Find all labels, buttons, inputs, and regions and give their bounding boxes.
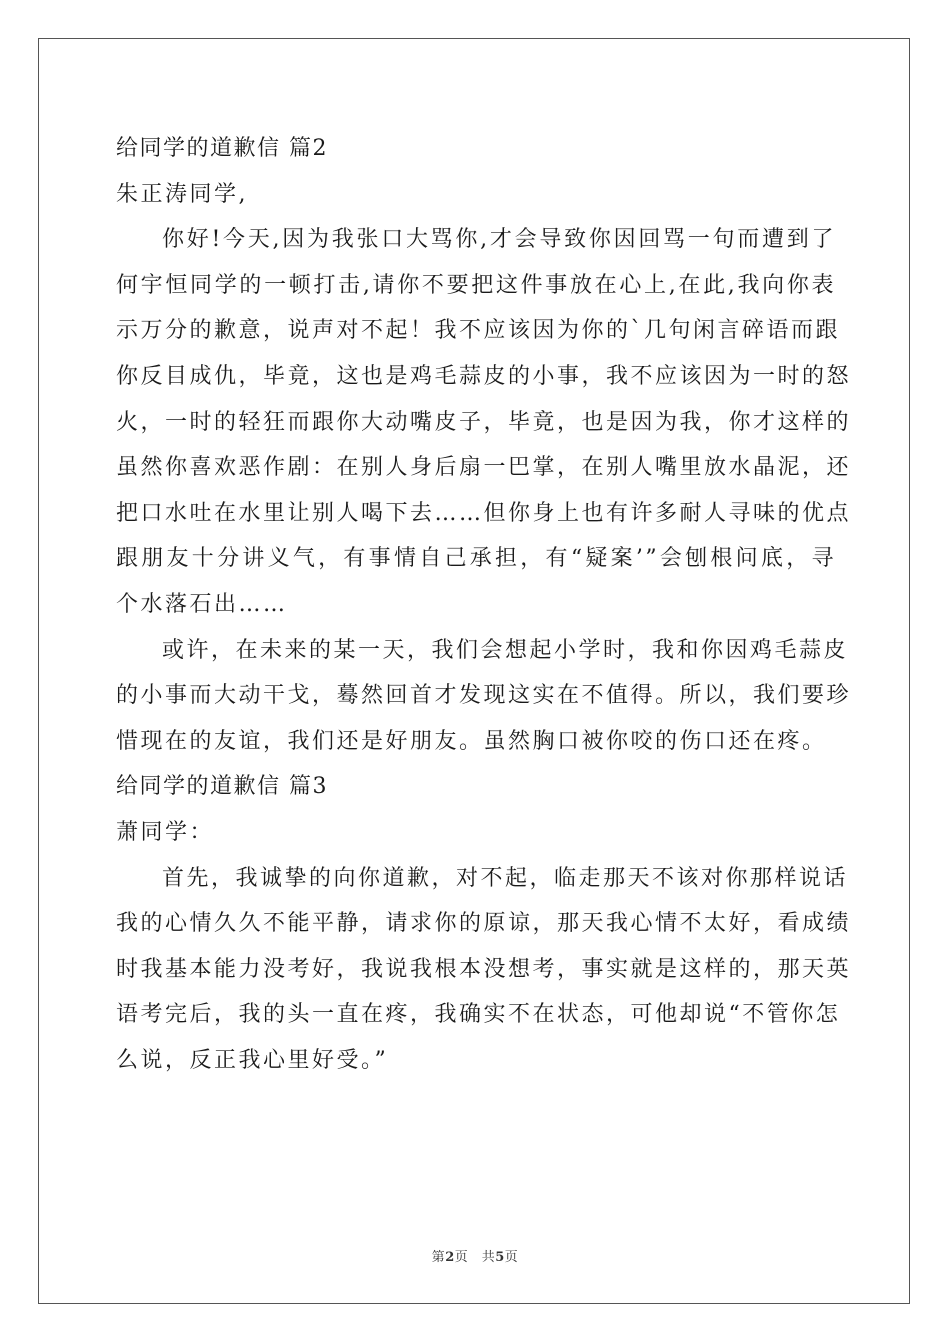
paragraph-line: 么说，反正我心里好受。” xyxy=(116,1047,389,1073)
paragraph-line: 火，一时的轻狂而跟你大动嘴皮子，毕竟，也是因为我，你才这样的 xyxy=(116,409,852,435)
document-body xyxy=(116,126,852,1083)
footer-page-mid: 页 共 xyxy=(454,1250,496,1265)
page-footer xyxy=(0,1246,950,1265)
paragraph-line: 时我基本能力没考好，我说我根本没想考，事实就是这样的，那天英 xyxy=(116,956,852,982)
paragraph-line: 何宇恒同学的一顿打击,请你不要把这件事放在心上,在此,我向你表 xyxy=(116,272,836,298)
paragraph-line: 跟朋友十分讲义气，有事情自己承担，有“疑案’”会刨根问底，寻 xyxy=(116,546,836,572)
paragraph-line: 示万分的歉意，说声对不起！我不应该因为你的`几句闲言碎语而跟 xyxy=(116,318,841,344)
paragraph-line: 把口水吐在水里让别人喝下去……但你身上也有许多耐人寻味的优点 xyxy=(116,500,852,526)
paragraph xyxy=(116,856,852,1084)
paragraph-line: 的小事而大动干戈，蓦然回首才发现这实在不值得。所以，我们要珍 xyxy=(116,683,852,709)
paragraph-line: 惜现在的友谊，我们还是好朋友。虽然胸口被你咬的伤口还在疼。 xyxy=(116,728,827,754)
salutation: 萧同学： xyxy=(116,819,215,845)
paragraph xyxy=(116,217,852,627)
section-heading: 给同学的道歉信 篇3 xyxy=(116,774,328,800)
paragraph-line: 你反目成仇，毕竟，这也是鸡毛蒜皮的小事，我不应该因为一时的怒 xyxy=(116,363,852,389)
footer-page-total: 5 xyxy=(495,1250,505,1265)
paragraph xyxy=(116,628,852,765)
paragraph-line: 你好!今天,因为我张口大骂你,才会导致你因回骂一句而遭到了 xyxy=(162,227,836,253)
section-heading: 给同学的道歉信 篇2 xyxy=(116,136,328,161)
paragraph-line: 或许，在未来的某一天，我们会想起小学时，我和你因鸡毛蒜皮 xyxy=(162,637,849,663)
footer-page-current: 2 xyxy=(445,1250,455,1265)
paragraph-line: 首先，我诚挚的向你道歉，对不起，临走那天不该对你那样说话 xyxy=(162,865,849,891)
paragraph-line: 个水落石出…… xyxy=(116,591,288,617)
paragraph-line: 我的心情久久不能平静，请求你的原谅，那天我心情不太好，看成绩 xyxy=(116,911,852,937)
paragraph-line: 虽然你喜欢恶作剧：在别人身后扇一巴掌，在别人嘴里放水晶泥，还 xyxy=(116,455,852,481)
paragraph-line: 语考完后，我的头一直在疼，我确实不在状态，可他却说“不管你怎 xyxy=(116,1002,841,1028)
footer-page-prefix: 第 xyxy=(431,1250,446,1265)
footer-page-suffix: 页 xyxy=(504,1250,519,1265)
salutation: 朱正涛同学, xyxy=(116,181,248,207)
